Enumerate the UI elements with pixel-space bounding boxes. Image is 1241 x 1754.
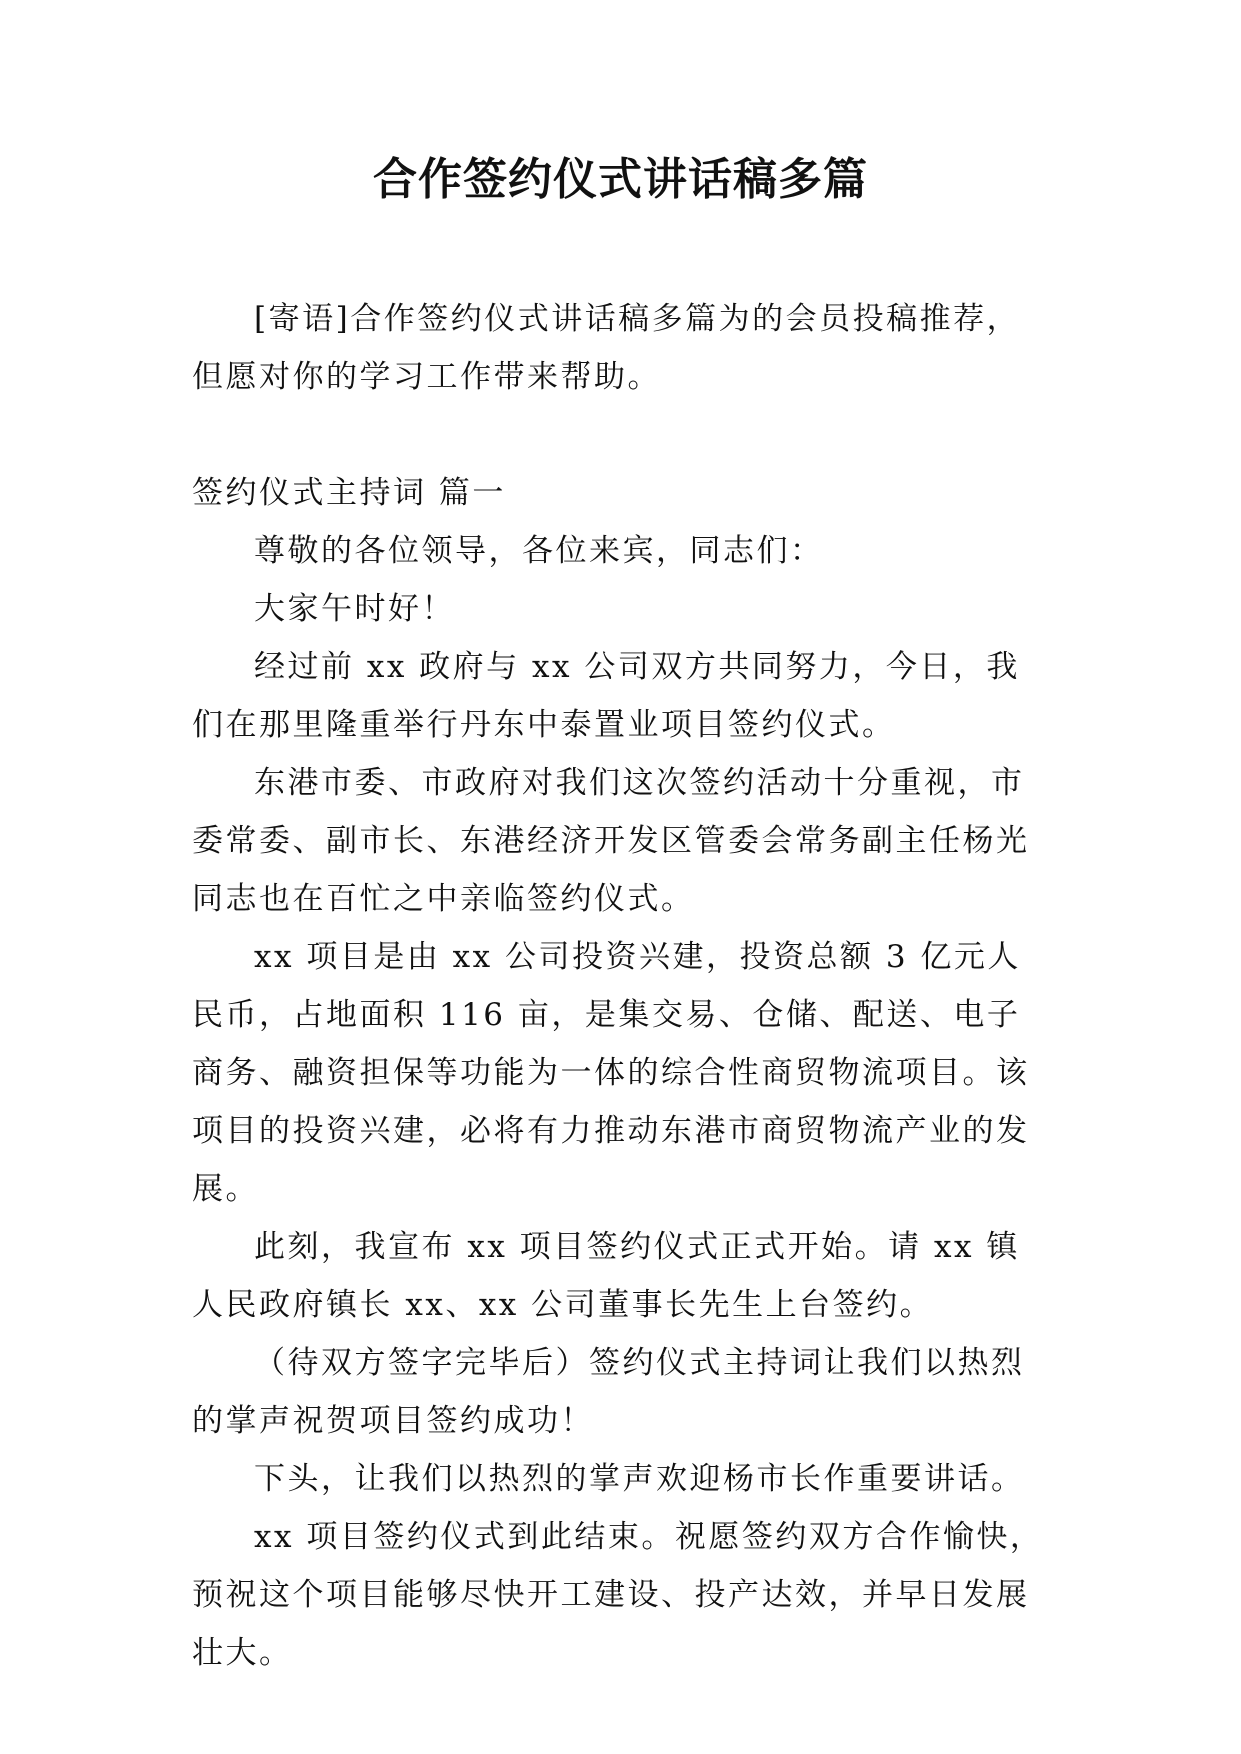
- paragraph-congratulation: （待双方签字完毕后）签约仪式主持词让我们以热烈的掌声祝贺项目签约成功！: [192, 1345, 1025, 1439]
- paragraph-opening: 经过前 xx 政府与 xx 公司双方共同努力，今日，我们在那里隆重举行丹东中泰置业项目签约仪式。: [192, 649, 1020, 743]
- paragraph-ceremony-start: 此刻，我宣布 xx 项目签约仪式正式开始。请 xx 镇人民政府镇长 xx、xx 公司董事长先生上台签约。: [192, 1229, 1020, 1323]
- section-heading: 签约仪式主持词 篇一: [192, 475, 506, 511]
- document-body: [192, 290, 1052, 1682]
- document-title: 合作签约仪式讲话稿多篇: [373, 154, 868, 205]
- paragraph-hello: 大家午时好！: [254, 591, 455, 627]
- paragraph-speech-invite: 下头，让我们以热烈的掌声欢迎杨市长作重要讲话。: [254, 1461, 1025, 1497]
- paragraph-closing: xx 项目签约仪式到此结束。祝愿签约双方合作愉快，预祝这个项目能够尽快开工建设、投产达效，并早日发展壮大。: [192, 1519, 1044, 1671]
- paragraph-attendance: 东港市委、市政府对我们这次签约活动十分重视，市委常委、副市长、东港经济开发区管委会常务副主任杨光同志也在百忙之中亲临签约仪式。: [192, 765, 1030, 917]
- intro-paragraph: [寄语]合作签约仪式讲话稿多篇为的会员投稿推荐，但愿对你的学习工作带来帮助。: [192, 301, 1021, 395]
- paragraph-greeting: 尊敬的各位领导，各位来宾，同志们：: [254, 533, 824, 569]
- paragraph-project-intro: xx 项目是由 xx 公司投资兴建，投资总额 3 亿元人民币，占地面积 116 亩，是集交易、仓储、配送、电子商务、融资担保等功能为一体的综合性商贸物流项目。该项目的投资兴建，必将有力推动东港市商贸物流产业的发展。: [192, 939, 1030, 1207]
